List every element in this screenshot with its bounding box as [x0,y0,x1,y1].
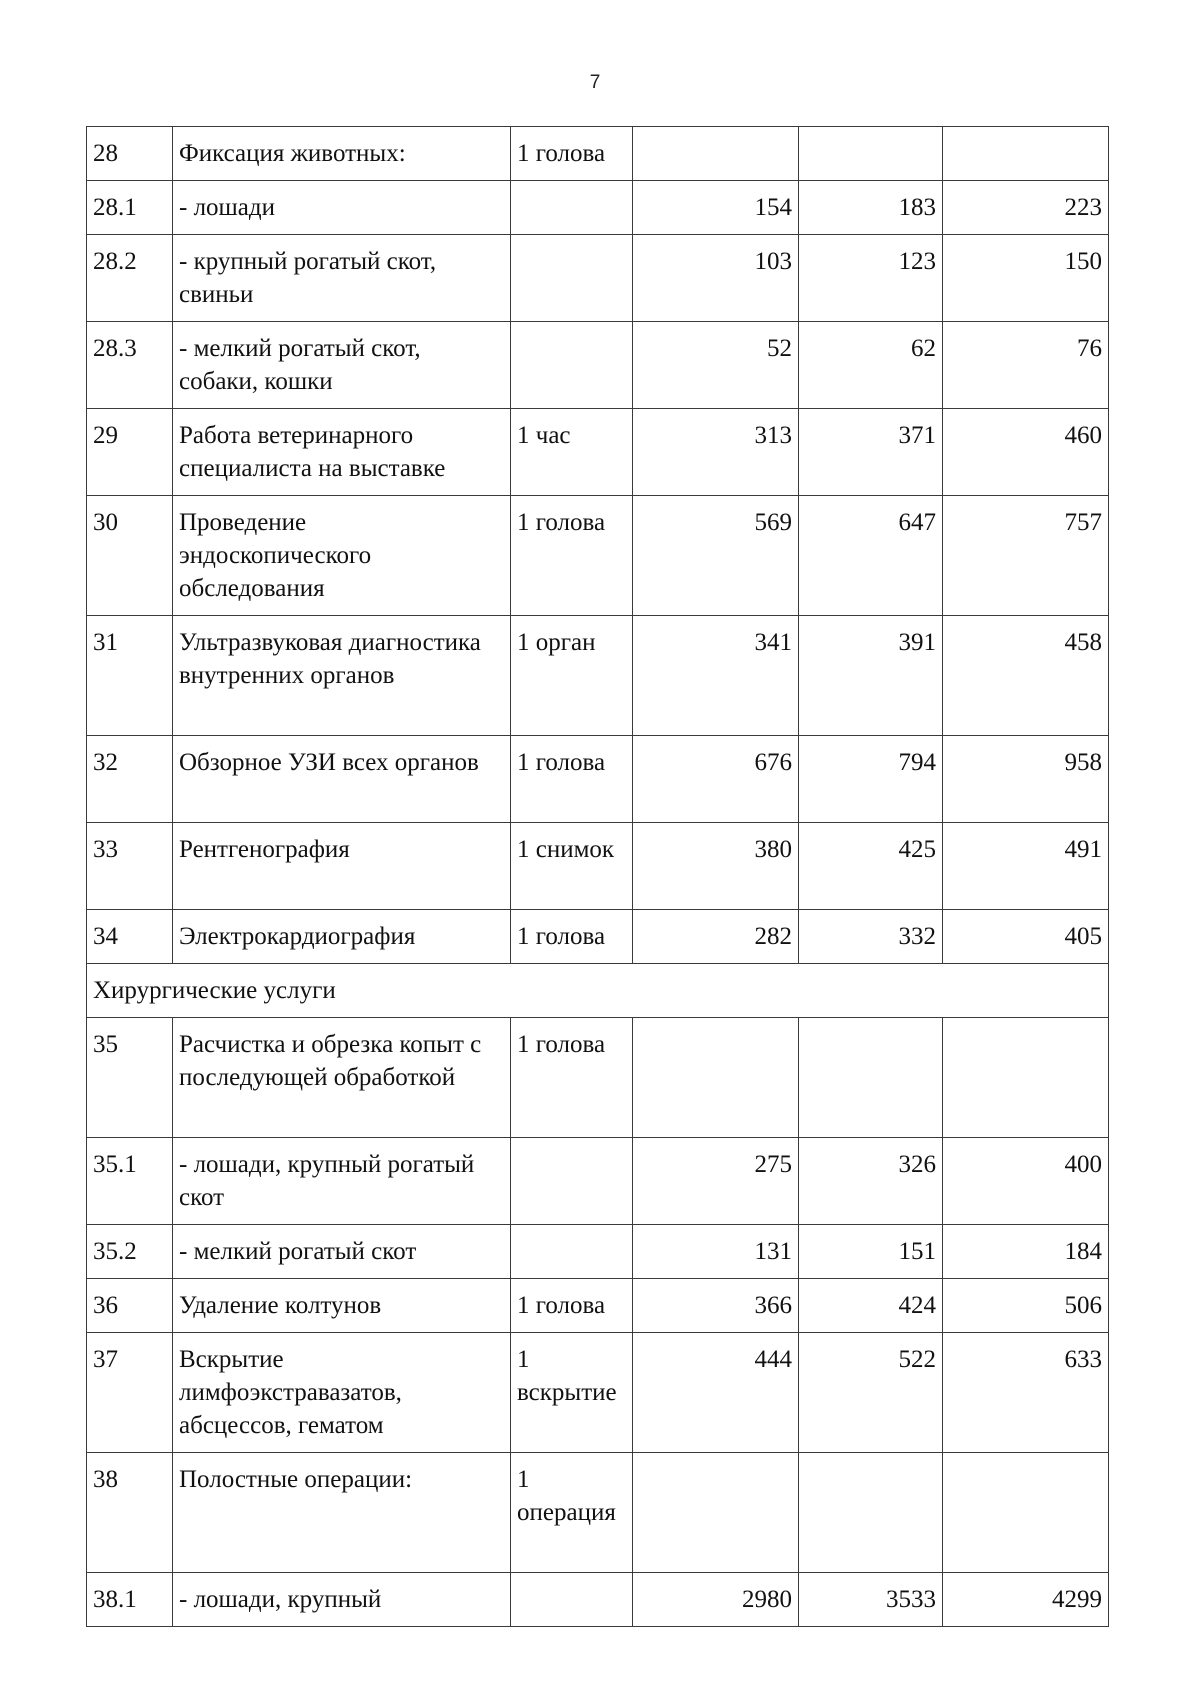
price-cell-2: 391 [799,616,943,736]
service-name-cell: Работа ветеринарного специалиста на выставке [173,409,511,496]
price-cell-1: 313 [633,409,799,496]
unit-cell: 1 голова [511,496,633,616]
service-name-cell: Ультразвуковая диагностика внутренних органов [173,616,511,736]
price-cell-3 [943,1453,1109,1573]
price-cell-2: 371 [799,409,943,496]
unit-cell: 1 снимок [511,823,633,910]
table-row [87,1279,1109,1333]
price-cell-2: 326 [799,1138,943,1225]
table-row [87,616,1109,736]
price-cell-2 [799,1018,943,1138]
service-name-cell: - лошади, крупный рогатый скот [173,1138,511,1225]
price-cell-3: 4299 [943,1573,1109,1627]
unit-cell [511,1225,633,1279]
price-cell-2: 647 [799,496,943,616]
table-row [87,235,1109,322]
price-cell-2: 794 [799,736,943,823]
price-cell-1 [633,1018,799,1138]
price-table [86,126,1109,1627]
table-row [87,910,1109,964]
price-cell-1: 341 [633,616,799,736]
price-cell-1: 380 [633,823,799,910]
price-cell-2: 522 [799,1333,943,1453]
price-cell-3: 400 [943,1138,1109,1225]
row-number-cell: 28.3 [87,322,173,409]
row-number-cell: 28 [87,127,173,181]
section-title: Хирургические услуги [87,964,1109,1018]
price-cell-3: 223 [943,181,1109,235]
unit-cell: 1 голова [511,1279,633,1333]
price-cell-3 [943,1018,1109,1138]
price-cell-1 [633,1453,799,1573]
row-number-cell: 36 [87,1279,173,1333]
service-name-cell: Фиксация животных: [173,127,511,181]
price-cell-3: 76 [943,322,1109,409]
price-cell-3: 506 [943,1279,1109,1333]
row-number-cell: 31 [87,616,173,736]
table-row [87,736,1109,823]
price-cell-2 [799,1453,943,1573]
row-number-cell: 29 [87,409,173,496]
row-number-cell: 32 [87,736,173,823]
price-cell-1: 103 [633,235,799,322]
row-number-cell: 28.2 [87,235,173,322]
row-number-cell: 35.2 [87,1225,173,1279]
table-row [87,1018,1109,1138]
price-cell-1: 366 [633,1279,799,1333]
unit-cell: 1 вскрытие [511,1333,633,1453]
price-cell-1 [633,127,799,181]
table-row [87,1573,1109,1627]
service-name-cell: - мелкий рогатый скот [173,1225,511,1279]
price-cell-3: 757 [943,496,1109,616]
service-name-cell: Удаление колтунов [173,1279,511,1333]
table-row [87,496,1109,616]
section-row [87,964,1109,1018]
price-cell-1: 676 [633,736,799,823]
price-cell-2 [799,127,943,181]
price-cell-1: 2980 [633,1573,799,1627]
unit-cell: 1 час [511,409,633,496]
unit-cell [511,1573,633,1627]
unit-cell: 1 голова [511,1018,633,1138]
price-cell-3: 458 [943,616,1109,736]
row-number-cell: 38.1 [87,1573,173,1627]
service-name-cell: Полостные операции: [173,1453,511,1573]
unit-cell: 1 голова [511,127,633,181]
price-cell-3: 150 [943,235,1109,322]
price-cell-3: 460 [943,409,1109,496]
table-row [87,322,1109,409]
service-name-cell: Электрокардиография [173,910,511,964]
row-number-cell: 35 [87,1018,173,1138]
price-cell-3: 184 [943,1225,1109,1279]
price-cell-3: 491 [943,823,1109,910]
row-number-cell: 37 [87,1333,173,1453]
price-cell-1: 282 [633,910,799,964]
price-cell-1: 275 [633,1138,799,1225]
service-name-cell: Обзорное УЗИ всех органов [173,736,511,823]
service-name-cell: - лошади, крупный [173,1573,511,1627]
table-row [87,409,1109,496]
price-cell-1: 154 [633,181,799,235]
table-row [87,1225,1109,1279]
unit-cell: 1 операция [511,1453,633,1573]
price-cell-1: 569 [633,496,799,616]
price-cell-1: 131 [633,1225,799,1279]
price-cell-2: 151 [799,1225,943,1279]
price-cell-2: 3533 [799,1573,943,1627]
row-number-cell: 34 [87,910,173,964]
unit-cell [511,322,633,409]
price-cell-2: 425 [799,823,943,910]
unit-cell [511,181,633,235]
service-name-cell: Вскрытие лимфоэкстравазатов, абсцессов, гематом [173,1333,511,1453]
unit-cell: 1 голова [511,736,633,823]
price-cell-2: 123 [799,235,943,322]
row-number-cell: 38 [87,1453,173,1573]
price-cell-1: 52 [633,322,799,409]
row-number-cell: 33 [87,823,173,910]
table-row [87,181,1109,235]
price-cell-2: 62 [799,322,943,409]
unit-cell: 1 голова [511,910,633,964]
service-name-cell: Расчистка и обрезка копыт с последующей обработкой [173,1018,511,1138]
price-cell-2: 424 [799,1279,943,1333]
price-cell-3: 633 [943,1333,1109,1453]
price-cell-1: 444 [633,1333,799,1453]
price-cell-2: 332 [799,910,943,964]
service-name-cell: - мелкий рогатый скот, собаки, кошки [173,322,511,409]
price-cell-3: 405 [943,910,1109,964]
service-name-cell: Проведение эндоскопического обследования [173,496,511,616]
service-name-cell: Рентгенография [173,823,511,910]
table-body [87,127,1109,1627]
price-cell-3: 958 [943,736,1109,823]
row-number-cell: 35.1 [87,1138,173,1225]
table-row [87,1453,1109,1573]
row-number-cell: 30 [87,496,173,616]
row-number-cell: 28.1 [87,181,173,235]
table-row [87,127,1109,181]
price-cell-2: 183 [799,181,943,235]
service-name-cell: - крупный рогатый скот, свиньи [173,235,511,322]
table-row [87,823,1109,910]
unit-cell [511,1138,633,1225]
table-row [87,1138,1109,1225]
page-number: 7 [589,72,601,93]
unit-cell: 1 орган [511,616,633,736]
service-name-cell: - лошади [173,181,511,235]
unit-cell [511,235,633,322]
table-row [87,1333,1109,1453]
price-cell-3 [943,127,1109,181]
